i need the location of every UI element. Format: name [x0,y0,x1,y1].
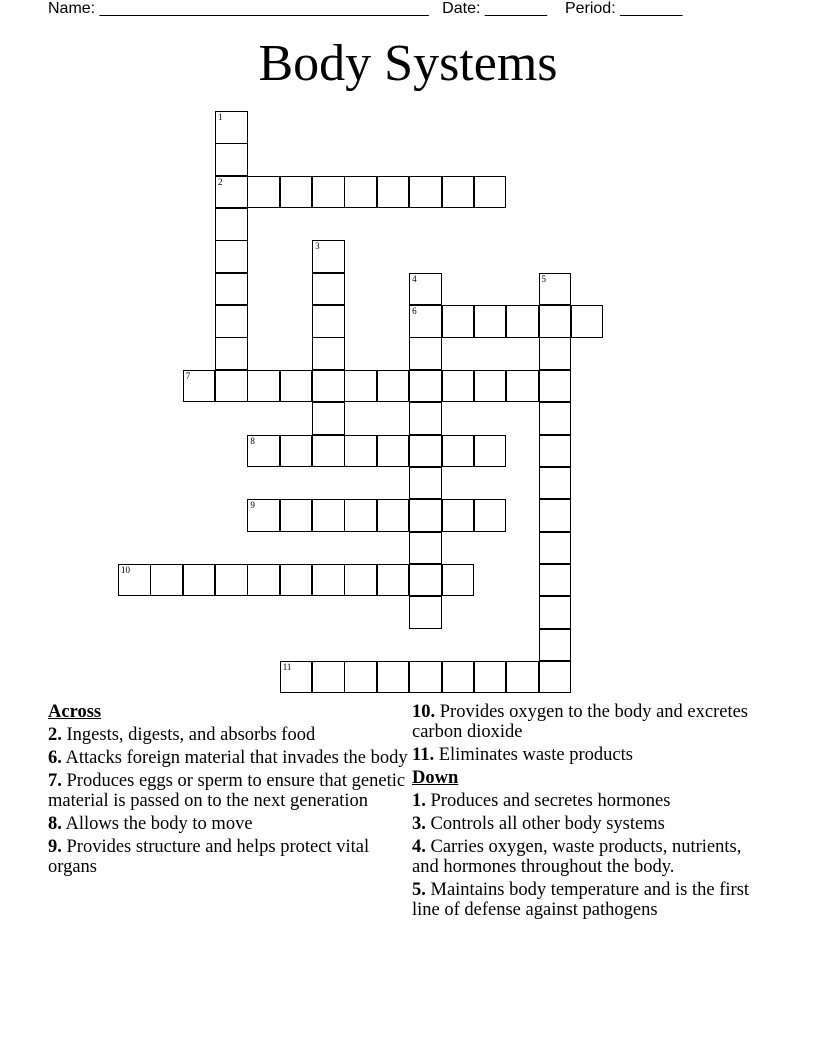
crossword-cell[interactable] [247,370,280,403]
date-blank[interactable]: _______ [484,0,548,17]
clue-number-label: 7 [185,370,191,381]
crossword-cell[interactable] [506,661,539,694]
clue-text: Carries oxygen, waste products, nutrients, and hormones throughout the body. [412,837,742,877]
crossword-cell[interactable] [539,337,572,370]
clues-right-column [412,702,768,923]
crossword-cell[interactable] [474,661,507,694]
crossword-cell[interactable] [539,499,572,532]
clue-number-label: 9 [250,500,255,511]
crossword-cell[interactable] [539,370,572,403]
clue-text: Allows the body to move [65,814,253,834]
clue-text: Controls all other body systems [430,814,665,834]
crossword-cell[interactable] [183,564,216,597]
across-heading: Across [48,702,102,722]
period-label: Period: [564,0,616,17]
crossword-cell[interactable] [539,273,572,306]
clue-text: Produces eggs or sperm to ensure that genetic material is passed on to the next generation [48,771,406,811]
crossword-cell[interactable] [442,305,475,338]
crossword-cell[interactable] [280,435,313,468]
crossword-cell[interactable] [474,176,507,209]
crossword-cell[interactable] [539,305,572,338]
crossword-cell[interactable] [312,305,345,338]
crossword-cell[interactable] [215,143,248,176]
clue-text: Ingests, digests, and absorbs food [66,725,316,745]
clue-number: 1. [412,791,426,811]
crossword-cell[interactable] [312,435,345,468]
clue-number-label: 11 [282,661,292,672]
crossword-cell[interactable] [409,467,442,500]
crossword-cell[interactable] [312,564,345,597]
crossword-cell[interactable] [312,273,345,306]
crossword-cell[interactable] [409,564,442,597]
crossword-cell[interactable] [280,661,313,694]
crossword-cell[interactable] [215,337,248,370]
down-clue-4 [412,837,768,877]
across-clue-11 [412,745,768,765]
crossword-cell[interactable] [474,499,507,532]
clue-number-label: 1 [218,112,223,122]
across-clue-6 [48,748,408,768]
crossword-cell[interactable] [312,370,345,403]
clues-left-column [48,702,408,880]
clue-text: Eliminates waste products [438,745,633,765]
crossword-cell[interactable] [280,370,313,403]
crossword-cell[interactable] [280,499,313,532]
crossword-cell[interactable] [344,499,377,532]
name-blank[interactable]: _____________________________________ [99,0,429,17]
clue-number: 9. [48,837,62,857]
crossword-cell[interactable] [215,273,248,306]
crossword-cell[interactable] [409,499,442,532]
clue-number-label: 6 [412,306,417,317]
clue-number-label: 3 [315,241,320,252]
crossword-cell[interactable] [312,661,345,694]
crossword-cell[interactable] [409,273,442,306]
clue-number-label: 4 [412,273,417,284]
across-clue-9 [48,837,408,877]
clue-number: 8. [48,814,62,834]
across-clue-10 [412,702,768,742]
crossword-cell[interactable] [312,499,345,532]
clue-number-label: 10 [121,564,130,575]
crossword-cell[interactable] [312,402,345,435]
crossword-cell[interactable] [377,661,410,694]
crossword-cell[interactable] [150,564,183,597]
period-blank[interactable]: _______ [620,0,683,17]
crossword-cell[interactable] [409,532,442,565]
down-clue-3 [412,814,768,834]
crossword-cell[interactable] [344,661,377,694]
crossword-cell[interactable] [377,435,410,468]
crossword-cell[interactable] [344,176,377,209]
crossword-cell[interactable] [539,629,572,662]
crossword-cell[interactable] [118,564,151,597]
crossword-cell[interactable] [377,370,410,403]
crossword-cell[interactable] [280,176,313,209]
crossword-cell[interactable] [247,435,280,468]
crossword-cell[interactable] [539,596,572,629]
crossword-cell[interactable] [409,596,442,629]
crossword-cell[interactable] [571,305,604,338]
crossword-cell[interactable] [539,532,572,565]
crossword-cell[interactable] [247,564,280,597]
clue-number: 6. [48,748,62,768]
crossword-cell[interactable] [344,564,377,597]
crossword-cell[interactable] [377,564,410,597]
down-heading: Down [412,768,459,788]
crossword-cell[interactable] [183,370,216,403]
crossword-cell[interactable] [312,337,345,370]
crossword-cell[interactable] [409,370,442,403]
crossword-cell[interactable] [409,435,442,468]
crossword-cell[interactable] [247,499,280,532]
clue-text: Provides structure and helps protect vital organs [48,837,370,877]
crossword-cell[interactable] [539,661,572,694]
clue-number-label: 2 [218,176,223,187]
crossword-cell[interactable] [215,176,248,209]
crossword-cell[interactable] [344,435,377,468]
crossword-cell[interactable] [409,402,442,435]
clue-number: 3. [412,814,426,834]
crossword-cell[interactable] [409,305,442,338]
crossword-cell[interactable] [215,564,248,597]
crossword-cell[interactable] [442,661,475,694]
clue-number: 5. [412,880,426,900]
crossword-cell[interactable] [344,370,377,403]
clue-number: 2. [48,725,62,745]
clue-text: Produces and secretes hormones [430,791,671,811]
clue-number: 11. [412,745,435,765]
crossword-cell[interactable] [474,370,507,403]
crossword-cell[interactable] [506,305,539,338]
crossword-cell[interactable] [409,337,442,370]
clue-number: 10. [412,702,436,722]
across-clue-8 [48,814,408,834]
clue-text: Attacks foreign material that invades the body [65,748,408,768]
crossword-cell[interactable] [539,564,572,597]
down-clue-1 [412,791,768,811]
crossword-cell[interactable] [442,499,475,532]
crossword-cell[interactable] [215,111,248,144]
crossword-cell[interactable] [312,240,345,273]
date-label: Date: [442,0,481,17]
crossword-cell[interactable] [539,435,572,468]
clue-text: Maintains body temperature and is the first line of defense against pathogens [412,880,750,920]
crossword-cell[interactable] [442,176,475,209]
clue-number-label: 5 [541,273,547,284]
across-clue-2 [48,725,408,745]
crossword-cell[interactable] [474,435,507,468]
crossword-cell[interactable] [409,176,442,209]
crossword-cell[interactable] [409,661,442,694]
crossword-cell[interactable] [377,499,410,532]
crossword-cell[interactable] [280,564,313,597]
clue-number: 7. [48,771,62,791]
down-clue-5 [412,880,768,920]
crossword-cell[interactable] [539,467,572,500]
name-label: Name: [48,0,96,17]
crossword-cell[interactable] [442,435,475,468]
crossword-cell[interactable] [442,564,475,597]
crossword-cell[interactable] [215,240,248,273]
crossword-cell[interactable] [539,402,572,435]
clue-number-label: 8 [250,435,255,446]
clue-number: 4. [412,837,426,857]
crossword-cell[interactable] [215,370,248,403]
crossword-cell[interactable] [442,370,475,403]
crossword-cell[interactable] [506,370,539,403]
crossword-cell[interactable] [377,176,410,209]
crossword-cell[interactable] [215,305,248,338]
crossword-cell[interactable] [215,208,248,241]
page-title: Body Systems [258,35,558,92]
crossword-cell[interactable] [474,305,507,338]
across-clue-7 [48,771,408,811]
crossword-cell[interactable] [247,176,280,209]
crossword-cell[interactable] [312,176,345,209]
clue-text: Provides oxygen to the body and excretes carbon dioxide [412,702,749,742]
